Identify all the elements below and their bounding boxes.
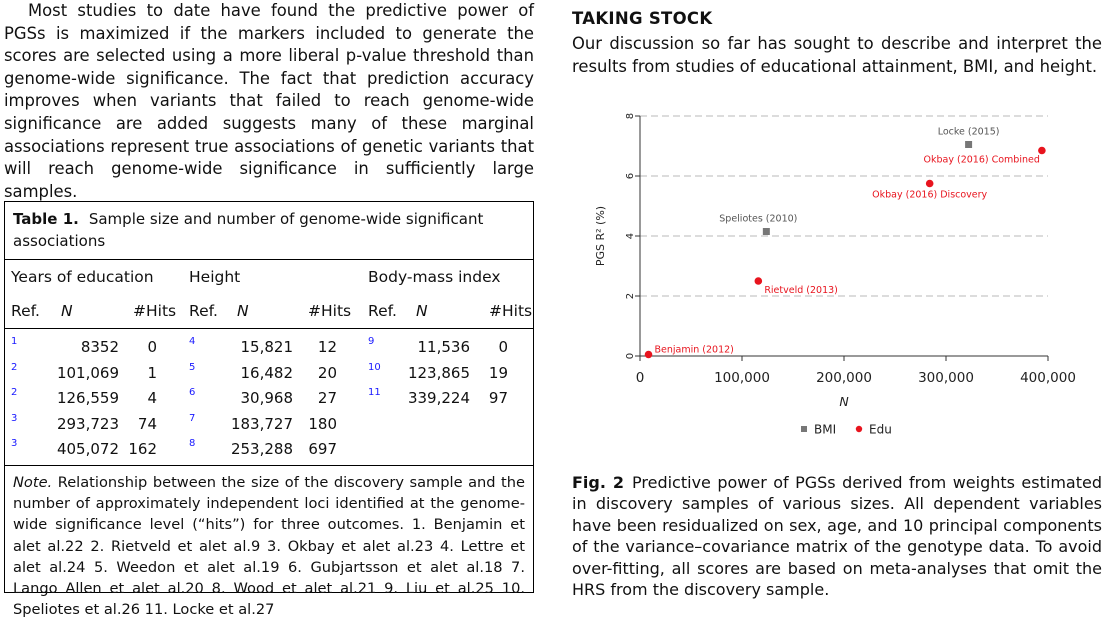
ref-link[interactable]: 1 — [11, 336, 18, 347]
point-label: Speliotes (2010) — [719, 213, 798, 225]
y-tick-label: 8 — [625, 112, 636, 120]
group-header-bmi: Body-mass index — [368, 268, 501, 286]
cell-hits: 162 — [128, 440, 157, 458]
cell-n: 101,069 — [56, 363, 119, 382]
cell-n: 293,723 — [56, 414, 119, 433]
x-tick-label: 200,000 — [816, 370, 872, 386]
ref-link[interactable]: 2 — [11, 387, 18, 398]
paragraph-text: Most studies to date have found the predictive power of PGSs is maximized if the markers included to generate the scores are selected using a more liberal p-value threshold than genome-wide significance. The fact that prediction accuracy improves when variants that failed to reach genome-wide significance are added suggests many of these marginal associations represent true associations of genetic variants that will reach genome-wide significance in sufficiently large samples. — [4, 1, 534, 201]
legend-marker-edu — [856, 426, 862, 432]
cell-n: 405,072 — [56, 440, 119, 458]
col-hits: #Hits — [133, 302, 177, 320]
cell-hits: 20 — [317, 363, 337, 382]
cell-n: 16,482 — [240, 363, 293, 382]
cell-hits: 97 — [488, 389, 508, 407]
group-header-education: Years of education — [11, 268, 154, 286]
figure-caption — [572, 472, 1102, 600]
table-rule — [5, 328, 533, 329]
point-label: Okbay (2016) Discovery — [872, 189, 988, 201]
col-n: N — [61, 302, 73, 320]
cell-hits: 697 — [308, 440, 337, 458]
point-label: Locke (2015) — [937, 126, 1000, 138]
legend-label: BMI — [814, 422, 837, 437]
note-text: Relationship between the size of the discovery sample and the number of approximately independent loci identified at the genome-wide significance level (“hits”) for three outcomes. 1. Benjamin et alet al.22 2. Rietveld et alet al.9 3. Okbay et alet al.23 4. Lettre et alet al.24 5. Weedon et alet al.19 6. Gubjartsson et alet al.18 7. Lango Allen et alet al.20 8. Wood et alet al.21 9. Liu et al.25 10. Speliotes et al.26 11. Locke et al.27 — [13, 474, 526, 619]
cell-n: 30,968 — [240, 389, 293, 407]
ref-link[interactable]: 10 — [368, 361, 381, 373]
data-point-edu — [1038, 147, 1046, 155]
col-hits: #Hits — [489, 302, 533, 320]
ref-link[interactable]: 3 — [11, 412, 18, 424]
x-tick-label: 100,000 — [714, 370, 770, 386]
cell-n: 11,536 — [417, 338, 470, 356]
ref-link[interactable]: 7 — [189, 412, 196, 424]
table-label: Table 1. — [13, 210, 79, 228]
y-tick-label: 2 — [625, 292, 636, 300]
ref-link[interactable]: 2 — [11, 361, 18, 373]
y-tick-label: 6 — [625, 172, 636, 180]
table-caption — [13, 208, 523, 252]
x-tick-label: 300,000 — [918, 370, 974, 386]
figure-caption-text: Predictive power of PGSs derived from weights estimated in discovery samples of various sizes. All dependent variables have been residualized on sex, age, and 10 principal components of the variance–covariance matrix of the genotype data. To avoid over-fitting, all scores are based on meta-analyses that omit the HRS from the discovery sample. — [572, 473, 1102, 600]
cell-hits: 0 — [498, 338, 508, 356]
x-tick-label: 0 — [635, 370, 645, 386]
cell-n: 8352 — [80, 338, 119, 356]
legend-label: Edu — [869, 422, 892, 437]
cell-n: 339,224 — [407, 389, 470, 407]
point-label: Okbay (2016) Combined — [923, 154, 1040, 166]
note-label: Note. — [13, 474, 53, 491]
data-point-edu — [926, 180, 934, 188]
ref-link[interactable]: 9 — [368, 336, 375, 347]
point-label: Benjamin (2012) — [654, 344, 734, 356]
body-paragraph — [4, 0, 534, 203]
x-tick-label: 400,000 — [1020, 370, 1076, 386]
cell-n: 123,865 — [407, 363, 470, 382]
cell-n: 15,821 — [240, 338, 293, 356]
col-ref: Ref. — [11, 302, 40, 320]
col-ref: Ref. — [368, 302, 397, 320]
y-tick-label: 4 — [625, 232, 636, 240]
ref-link[interactable]: 3 — [11, 438, 18, 449]
table-rule — [5, 465, 533, 466]
group-header-height: Height — [189, 268, 241, 286]
ref-link[interactable]: 6 — [189, 387, 196, 398]
ref-link[interactable]: 8 — [189, 438, 196, 449]
ref-link[interactable]: 5 — [189, 361, 196, 373]
section-title: TAKING STOCK — [572, 9, 713, 28]
cell-n: 183,727 — [230, 414, 293, 433]
col-n: N — [416, 302, 428, 320]
ref-link[interactable]: 11 — [368, 387, 381, 398]
point-label: Rietveld (2013) — [764, 285, 838, 296]
data-point-edu — [645, 351, 653, 359]
table-rule — [5, 259, 533, 260]
data-point-bmi — [965, 141, 972, 148]
legend-marker-bmi — [801, 426, 807, 432]
table-caption-text: Sample size and number of genome-wide significant associations — [13, 210, 484, 250]
cell-hits: 19 — [488, 363, 508, 382]
cell-hits: 180 — [308, 414, 337, 433]
y-axis-label: PGS R² (%) — [594, 205, 607, 267]
cell-hits: 1 — [147, 363, 157, 382]
scatter-chart — [572, 100, 1102, 440]
cell-hits: 0 — [147, 338, 157, 356]
data-point-edu — [755, 277, 763, 285]
cell-n: 253,288 — [230, 440, 293, 458]
y-tick-label: 0 — [625, 352, 636, 360]
cell-n: 126,559 — [56, 389, 119, 407]
col-n: N — [237, 302, 249, 320]
col-ref: Ref. — [189, 302, 218, 320]
cell-hits: 74 — [137, 414, 157, 433]
intro-paragraph: Our discussion so far has sought to describe and interpret the results from studies of educational attainment, BMI, and height. — [572, 34, 1102, 76]
x-axis-label: N — [839, 394, 849, 409]
cell-hits: 12 — [317, 338, 337, 356]
table-1 — [4, 201, 534, 619]
figure-label: Fig. 2 — [572, 473, 625, 492]
data-point-bmi — [763, 228, 770, 235]
col-hits: #Hits — [308, 302, 352, 320]
ref-link[interactable]: 4 — [189, 336, 196, 347]
cell-hits: 4 — [147, 389, 157, 407]
cell-hits: 27 — [317, 389, 337, 407]
table-note — [13, 472, 525, 620]
